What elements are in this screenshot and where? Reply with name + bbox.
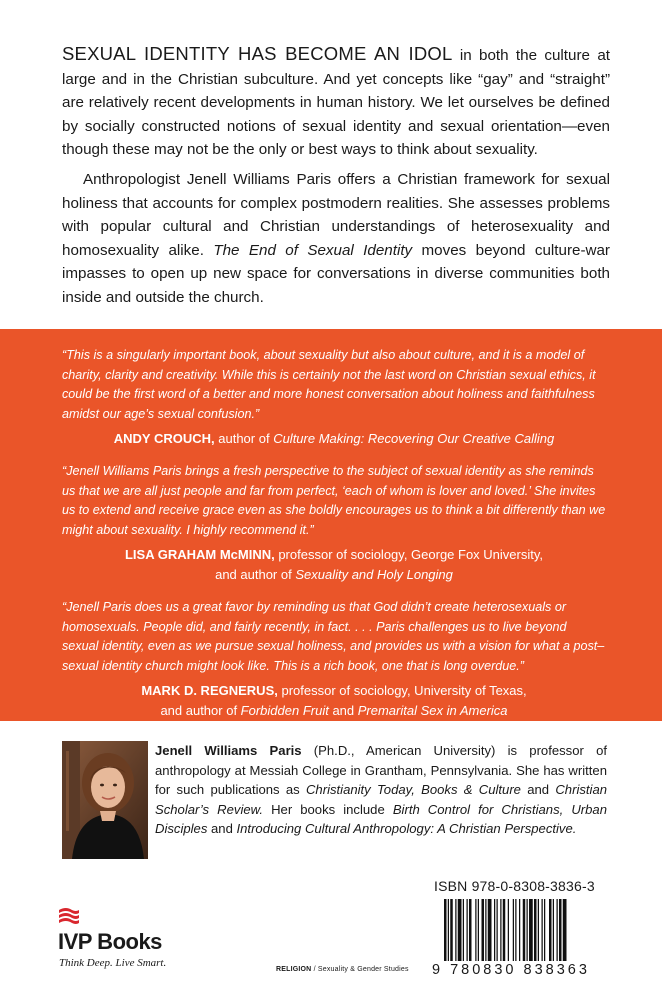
barcode-bar bbox=[563, 899, 567, 961]
barcode-bar bbox=[478, 899, 479, 961]
category-sub: / Sexuality & Gender Studies bbox=[311, 966, 409, 973]
endorsement-3 bbox=[62, 598, 606, 721]
author-photo-graphic bbox=[62, 741, 148, 859]
barcode-bar bbox=[544, 899, 545, 961]
description-lead: SEXUAL IDENTITY HAS BECOME AN IDOL bbox=[62, 43, 453, 64]
endorser-book: Premarital Sex in America bbox=[357, 702, 508, 718]
barcode-bar bbox=[444, 899, 447, 961]
bio-publication: Christianity Today, Books & Culture bbox=[305, 782, 521, 798]
barcode-bar bbox=[538, 899, 539, 961]
endorsement-attribution bbox=[62, 429, 606, 449]
endorsement-quote: “Jenell Paris does us a great favor by reminding us that God didn’t create heterosexuals or homosexuals. People did, and fairly recently, in fact. . . . Paris challenges us to live beyond sexual identity, even as we pursue sexual holiness, and provides us with a vision for what a post–sexual identity church might look like. This is a rich book, one that is long overdue.” bbox=[62, 600, 605, 673]
publisher-name: IVP Books bbox=[58, 929, 162, 954]
barcode-bar bbox=[485, 899, 486, 961]
endorser-book: Culture Making: Recovering Our Creative Calling bbox=[273, 431, 555, 447]
barcode-bar bbox=[519, 899, 520, 961]
barcode-bar bbox=[494, 899, 495, 961]
barcode-bar bbox=[542, 899, 543, 961]
barcode-bar bbox=[527, 899, 528, 961]
barcode-bar bbox=[500, 899, 501, 961]
endorsement-quote: “This is a singularly important book, about sexuality but also about culture, and it is a model of charity, clarity and creativity. While this is certainly not the last word on Christian sexual ethics, it could be the first word of a better and more honest conversation about holiness and faithfulness amidst our age’s sexual confusion.” bbox=[62, 348, 596, 421]
barcode-bar bbox=[515, 899, 516, 961]
bio-text: and bbox=[207, 821, 237, 837]
bio-publication: Christian Scholar’s Review. bbox=[155, 782, 608, 817]
barcode bbox=[444, 899, 608, 961]
endorser-name: LISA GRAHAM McMINN, bbox=[124, 547, 275, 563]
barcode-bar bbox=[469, 899, 472, 961]
barcode-bar bbox=[467, 899, 468, 961]
description-text: Anthropologist Jenell Williams Paris offers a Christian framework for sexual holiness that accounts for complex postmodern realities. She assesses problems with popular cultural and Christian understandings of heterosexuality and homosexuality alike. bbox=[62, 170, 610, 259]
bio-text: (Ph.D., American University) is professor of anthropology at Messiah College in Grantham, Pennsylvania. She has written for such publications as bbox=[155, 743, 607, 798]
endorser-name: ANDY CROUCH, bbox=[113, 431, 215, 447]
endorser-role: and author of bbox=[215, 566, 296, 582]
category-label bbox=[276, 966, 409, 973]
endorsement-1 bbox=[62, 346, 606, 449]
description-paragraph-1 bbox=[62, 42, 610, 162]
author-photo bbox=[62, 741, 148, 859]
endorser-role: professor of sociology, University of Texas, bbox=[277, 683, 527, 699]
barcode-bar bbox=[559, 899, 562, 961]
endorser-role: and bbox=[328, 702, 358, 718]
barcode-bar bbox=[529, 899, 533, 961]
author-bio bbox=[155, 741, 607, 839]
publisher-logo bbox=[58, 905, 170, 979]
endorsement-attribution bbox=[62, 681, 606, 720]
barcode-bar bbox=[557, 899, 558, 961]
endorser-role: author of bbox=[214, 431, 274, 447]
barcode-bar bbox=[508, 899, 509, 961]
barcode-bar bbox=[450, 899, 453, 961]
barcode-bar bbox=[463, 899, 464, 961]
bio-book: Birth Control for Christians, Urban Disciples bbox=[155, 801, 607, 837]
endorsement-quote: “Jenell Williams Paris brings a fresh perspective to the subject of sexual identity as she reminds us that we are all just people and far from perfect, ‘each of whom is lover and loved.’ She invites us to extend and receive grace even as she boldly encourages us to think a bit differently than we might about sexuality. I highly recommend it.” bbox=[62, 464, 606, 537]
author-name: Jenell Williams Paris bbox=[155, 743, 302, 758]
barcode-bar bbox=[488, 899, 492, 961]
barcode-bar bbox=[553, 899, 554, 961]
isbn-label: ISBN 978-0-8308-3836-3 bbox=[434, 878, 595, 894]
endorser-role: and author of bbox=[160, 702, 241, 718]
endorser-name: MARK D. REGNERUS, bbox=[141, 683, 278, 699]
barcode-bar bbox=[503, 899, 506, 961]
barcode-bar bbox=[455, 899, 456, 961]
barcode-bar bbox=[448, 899, 449, 961]
endorser-book: Sexuality and Holy Longing bbox=[295, 566, 453, 582]
barcode-bar bbox=[497, 899, 498, 961]
barcode-number: 9 780830 838363 bbox=[432, 962, 590, 978]
barcode-bar bbox=[458, 899, 462, 961]
barcode-bar bbox=[482, 899, 485, 961]
bio-book: Introducing Cultural Anthropology: A Christian Perspective. bbox=[236, 821, 577, 837]
barcode-bar bbox=[534, 899, 537, 961]
endorsement-attribution bbox=[62, 545, 606, 584]
bio-text: Her books include bbox=[263, 801, 393, 817]
publisher-tagline: Think Deep. Live Smart. bbox=[59, 957, 167, 969]
category-main: RELIGION bbox=[276, 966, 312, 973]
endorsement-2 bbox=[62, 462, 606, 585]
book-title: The End of Sexual Identity bbox=[213, 241, 413, 259]
description-text: in both the culture at large and in the Christian subculture. And yet concepts like “gay” and “straight” are relatively recent developments in human history. We let ourselves be defined by socially constructed notions of sexual identity and sexual orientation—even though these may not be the only or best ways to think about sexuality. bbox=[62, 47, 610, 159]
barcode-bar bbox=[549, 899, 552, 961]
barcode-bar bbox=[523, 899, 526, 961]
endorser-role: professor of sociology, George Fox University, bbox=[274, 547, 544, 563]
description-text: moves beyond culture-war impasses to open up new space for conversations in diverse communities both inside and outside the church. bbox=[62, 241, 610, 306]
barcode-bar bbox=[513, 899, 514, 961]
book-description bbox=[62, 42, 610, 310]
ivp-flag-icon bbox=[58, 905, 80, 927]
endorser-book: Forbidden Fruit bbox=[240, 702, 329, 718]
description-paragraph-2 bbox=[62, 168, 610, 310]
barcode-bar bbox=[475, 899, 476, 961]
bio-text: and bbox=[520, 782, 556, 798]
